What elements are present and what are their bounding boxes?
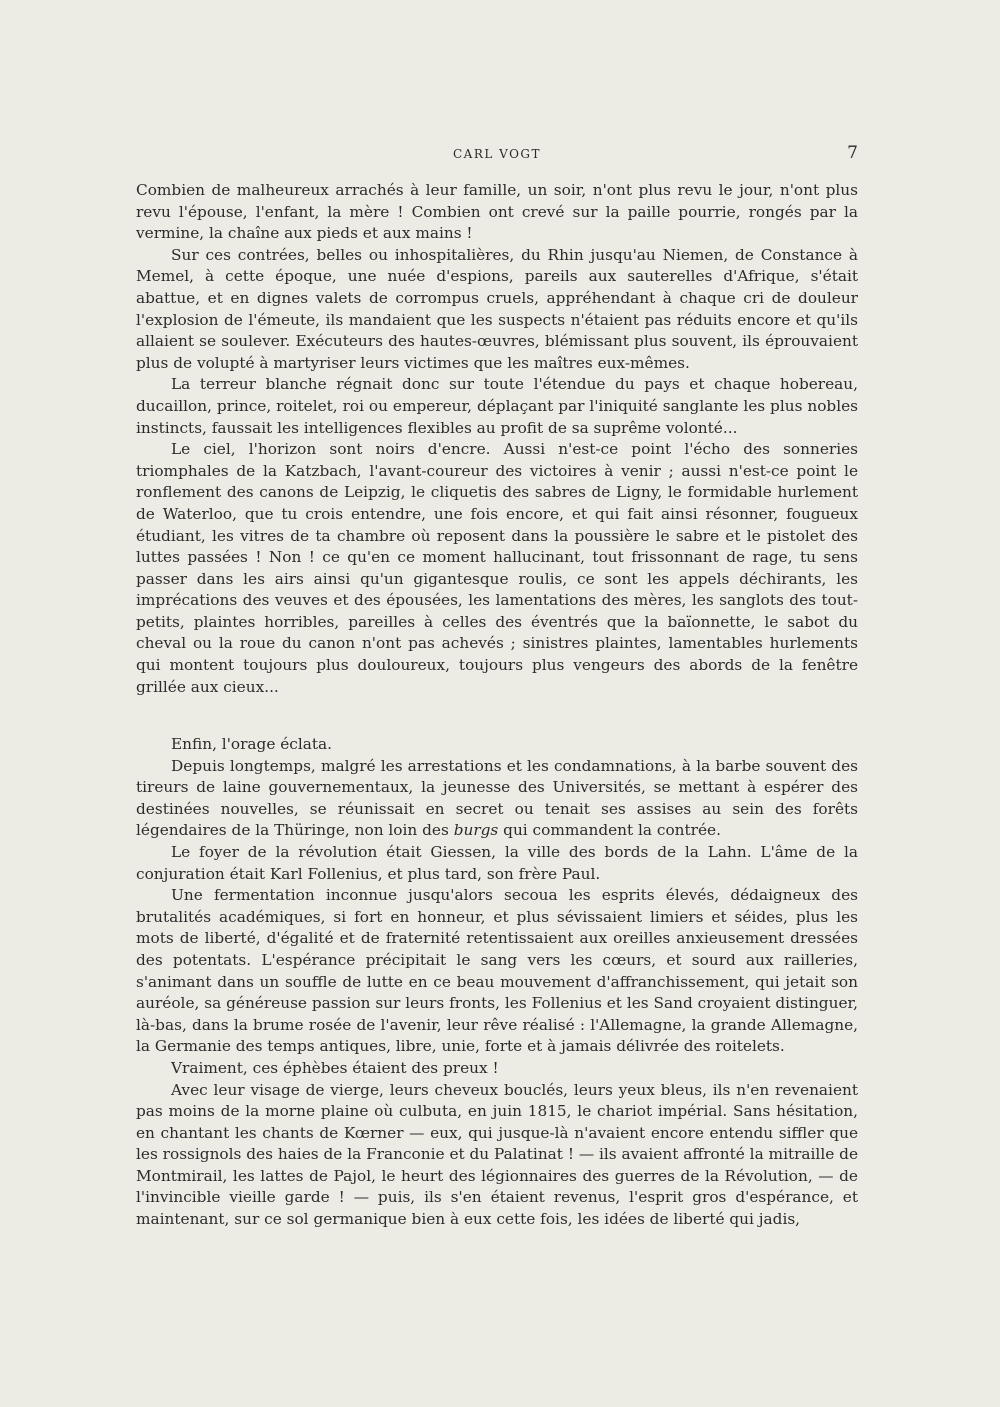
body-section-two [136,734,858,1231]
paragraph: Enfin, l'orage éclata. [171,735,333,753]
body-section-one [136,180,858,698]
paragraph: La terreur blanche régnait donc sur toute l'étendue du pays et chaque hobereau, ducaillon, prince, roitelet, roi ou empereur, déplaçant par l'iniquité sanglante les plus nobles instincts, faussait les intelligences flexibles au profit de sa suprême volonté... [136,375,858,437]
paragraph: Le foyer de la révolution était Giessen, la ville des bords de la Lahn. L'âme de la conjuration était Karl Follenius, et plus tard, son frère Paul. [136,842,858,883]
running-head [136,143,858,165]
italic-term: burgs [453,821,499,840]
paragraph: Le ciel, l'horizon sont noirs d'encre. Aussi n'est-ce point l'écho des sonneries triomphales de la Katzbach, l'avant-coureur des victoires à venir ; aussi n'est-ce point le ronflement des canons de Leipzig, le cliquetis des sabres de Ligny, le formidable hurlement de Waterloo, que tu crois entendre, une fois encore, et qui fait ainsi résonner, fougueux étudiant, les vitres de ta chambre où reposent dans la poussière le sabre et le pistolet des luttes passées ! Non ! ce qu'en ce moment hallucinant, tout frissonnant de rage, tu sens passer dans les airs ainsi qu'un gigantesque roulis, ce sont les appels déchirants, les imprécations des veuves et des épousées, les lamentations des mères, les sanglots des tout-petits, plaintes horribles, pareilles à celles des éventrés que la baïonnette, le sabot du cheval ou la roue du canon n'ont pas achevés ; sinistres plaintes, lamentables hurlements qui montent toujours plus douloureux, toujours plus vengeurs des abords de la fenêtre grillée aux cieux... [136,440,858,696]
paragraph: Avec leur visage de vierge, leurs cheveux bouclés, leurs yeux bleus, ils n'en revenaient pas moins de la morne plaine où culbuta, en juin 1815, le chariot impérial. Sans hésitation, en chantant les chants de Kœrner — eux, qui jusque-là n'avaient encore entendu siffler que les rossignols des haies de la Franconie et du Palatinat ! — ils avaient affronté la mitraille de Montmirail, les lattes de Pajol, le heurt des légionnaires des guerres de la Révolution, — de l'invincible vieille garde ! — puis, ils s'en étaient revenus, l'esprit gros d'espérance, et maintenant, sur ce sol germanique bien à eux cette fois, les idées de liberté qui jadis, [136,1080,858,1229]
running-title: CARL VOGT [452,147,542,161]
paragraph [136,756,858,842]
page-number: 7 [847,143,858,163]
paragraph: Une fermentation inconnue jusqu'alors secoua les esprits élevés, dédaigneux des brutalités académiques, si fort en honneur, et plus sévissaient limiers et séides, plus les mots de liberté, d'égalité et de fraternité retentissaient aux oreilles anxieusement dressées des potentats. L'espérance précipitait le sang vers les cœurs, et sourd aux railleries, s'animant dans un souffle de lutte en ce beau mouvement d'affranchissement, qui jetait son auréole, sa généreuse passion sur leurs fronts, les Follenius et les Sand croyaient distinguer, là-bas, dans la brume rosée de l'avenir, leur rêve réalisé : l'Allemagne, la grande Allemagne, la Germanie des temps antiques, libre, unie, forte et à jamais délivrée des roitelets. [136,886,858,1056]
text-run: qui commandent la contrée. [498,821,721,840]
paragraph: Vraiment, ces éphèbes étaient des preux ! [171,1058,499,1077]
paragraph: Sur ces contrées, belles ou inhospitalières, du Rhin jusqu'au Niemen, de Constance à Memel, à cette époque, une nuée d'espions, pareils aux sauterelles d'Afrique, s'était abattue, et en dignes valets de corrompus cruels, appréhendant à chaque cri de douleur l'explosion de l'émeute, ils mandaient que les suspects n'étaient pas réduits encore et qu'ils allaient se soulever. Exécuteurs des hautes-œuvres, blémissant plus souvent, ils éprouvaient plus de volupté à martyriser leurs victimes que les maîtres eux-mêmes. [136,245,858,372]
paragraph: Combien de malheureux arrachés à leur famille, un soir, n'ont plus revu le jour, n'ont plus revu l'épouse, l'enfant, la mère ! Combien ont crevé sur la paille pourrie, rongés par la vermine, la chaîne aux pieds et aux mains ! [136,181,858,243]
text-run: Depuis longtemps, malgré les arrestations et les condamnations, à la barbe souvent des tireurs de laine gouvernementaux, la jeunesse des Universités, se mettant à espérer des destinées nouvelles, se réunissait en secret ou tenait ses assises au sein des forêts légendaires de la Thüringe, non loin des [136,756,858,840]
